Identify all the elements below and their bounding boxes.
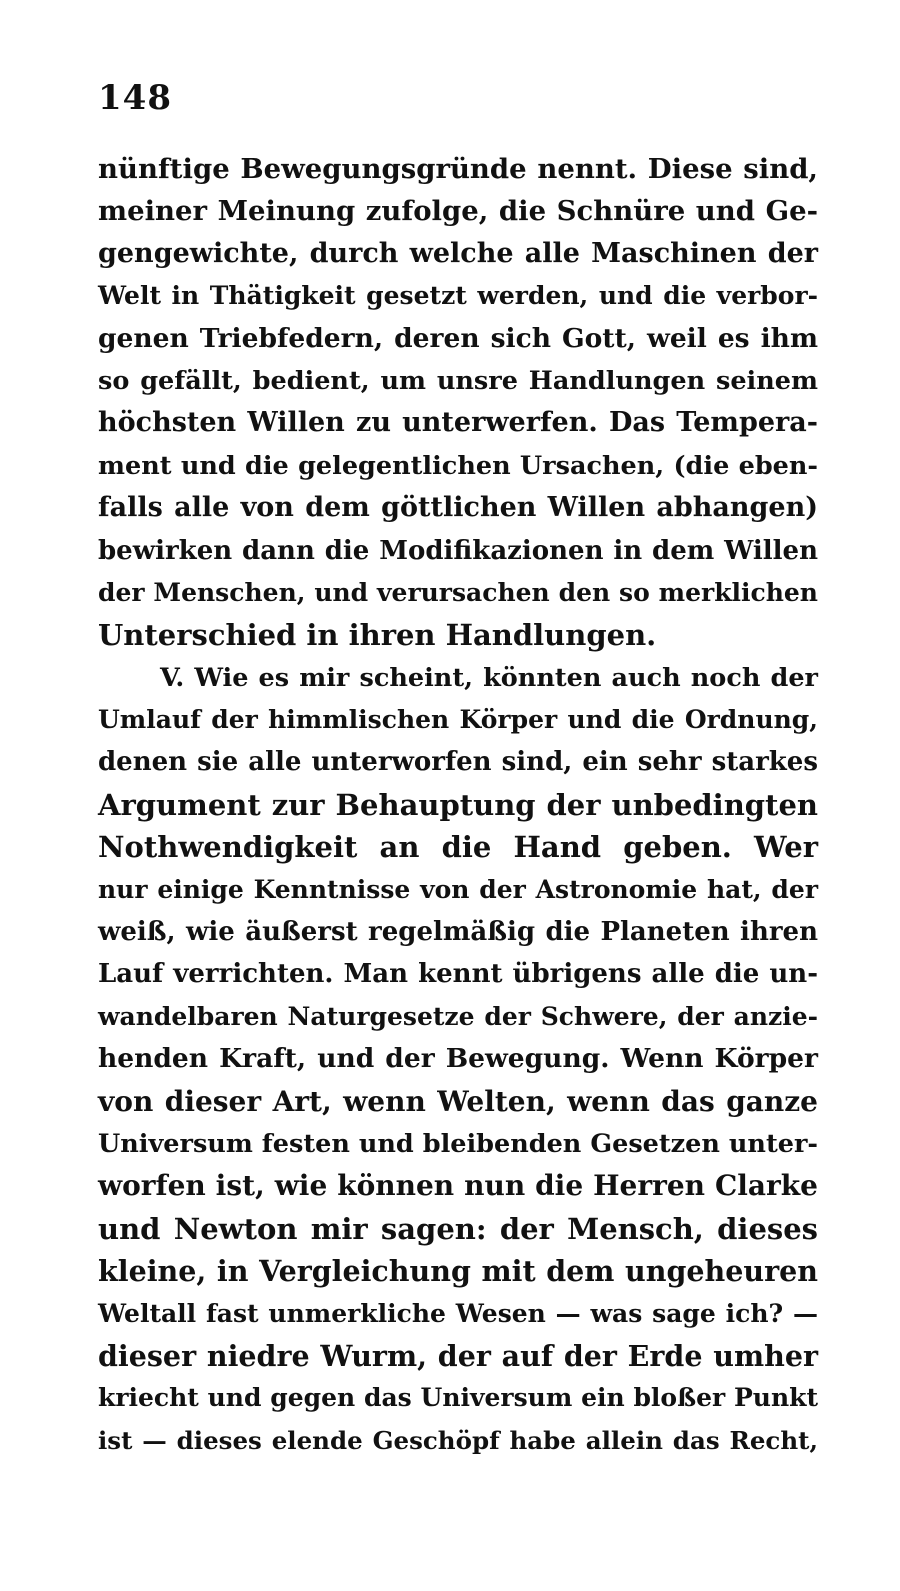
text-line: nünftige Bewegungsgründe nennt. Diese sind, — [98, 153, 818, 185]
text-line: Argument zur Behauptung der unbedingten — [98, 787, 818, 822]
text-line: höchsten Willen zu unterwerfen. Das Tempera- — [98, 407, 818, 439]
text-line: meiner Meinung zufolge, die Schnüre und Ge- — [98, 195, 818, 228]
text-line: denen sie alle unterworfen sind, ein sehr starkes — [98, 747, 818, 778]
text-line: so gefällt, bedient, um unsre Handlungen seinem — [98, 365, 818, 396]
text-line: henden Kraft, und der Bewegung. Wenn Körper — [98, 1043, 818, 1075]
text-line: Lauf verrichten. Man kennt übrigens alle die un- — [98, 959, 818, 990]
text-line: genen Triebfedern, deren sich Gott, weil es ihm — [98, 322, 818, 354]
text-line: ment und die gelegentlichen Ursachen, (die eben- — [98, 450, 818, 481]
text-line: Unterschied in ihren Handlungen. — [98, 618, 657, 653]
text-line: und Newton mir sagen: der Mensch, dieses — [98, 1211, 818, 1246]
text-line: kriecht und gegen das Universum ein bloßer Punkt — [98, 1383, 818, 1413]
paragraph-start-line: V. Wie es mir scheint, könnten auch noch der — [160, 662, 818, 693]
text-line: Weltall fast unmerkliche Wesen — was sage ich? — — [98, 1298, 818, 1328]
text-line: weiß, wie äußerst regelmäßig die Planeten ihren — [98, 917, 818, 948]
text-line: worfen ist, wie können nun die Herren Clarke — [98, 1169, 818, 1203]
text-line: der Menschen, und verursachen den so merklichen — [98, 577, 818, 607]
text-line: nur einige Kenntnisse von der Astronomie hat, der — [98, 874, 818, 904]
text-line: Nothwendigkeit an die Hand geben. Wer — [98, 830, 818, 865]
page-number: 148 — [98, 78, 172, 118]
text-line: ist — dieses elende Geschöpf habe allein das Recht, — [98, 1425, 818, 1455]
text-line: bewirken dann die Modifikazionen in dem Willen — [98, 535, 818, 566]
text-line: dieser niedre Wurm, der auf der Erde umher — [98, 1338, 818, 1373]
text-line: von dieser Art, wenn Welten, wenn das ganze — [98, 1084, 818, 1118]
text-line: falls alle von dem göttlichen Willen abhangen) — [98, 492, 818, 524]
text-line: kleine, in Vergleichung mit dem ungeheuren — [98, 1254, 818, 1289]
text-line: Welt in Thätigkeit gesetzt werden, und die verbor- — [98, 281, 818, 311]
text-line: wandelbaren Naturgesetze der Schwere, der anzie- — [98, 1001, 818, 1031]
body-text — [98, 148, 818, 1462]
text-line: Umlauf der himmlischen Körper und die Ordnung, — [98, 705, 818, 735]
text-line: gengewichte, durch welche alle Maschinen der — [98, 237, 818, 269]
text-line: Universum festen und bleibenden Gesetzen unter- — [98, 1128, 818, 1159]
